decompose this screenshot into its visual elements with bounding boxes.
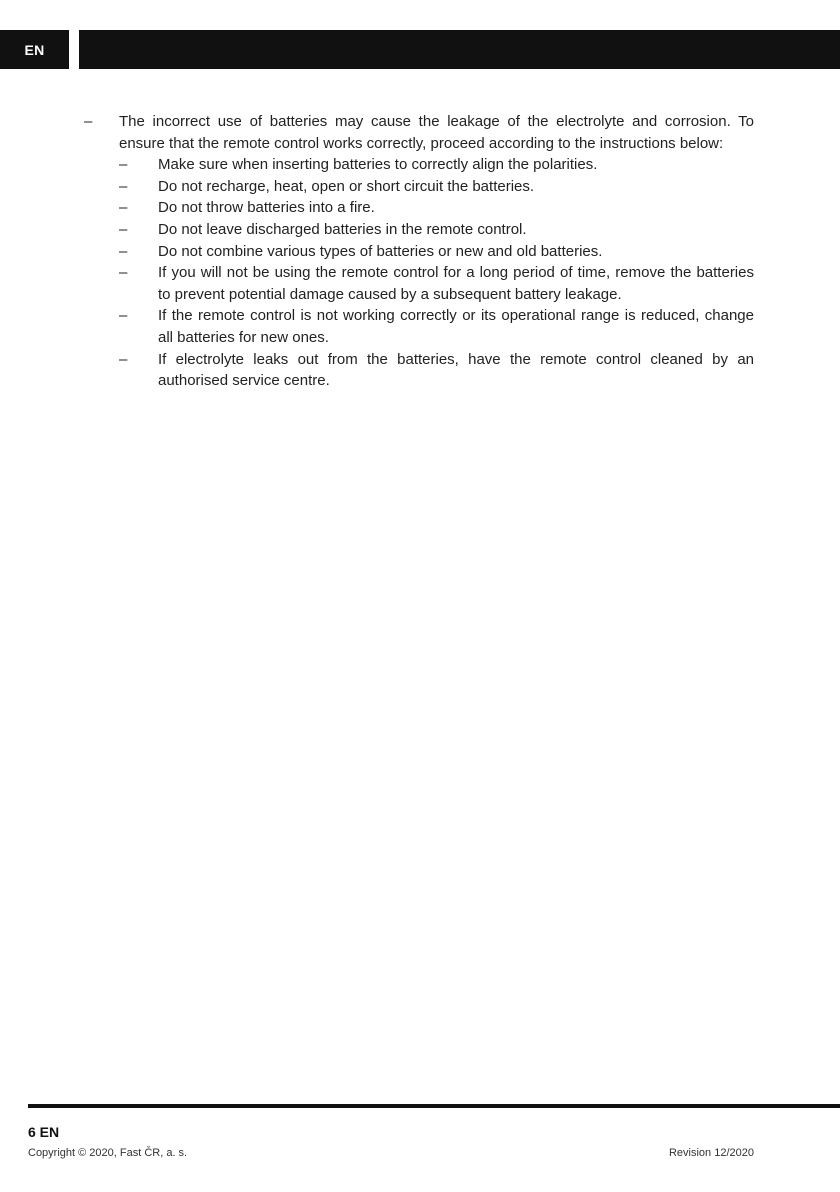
dash-marker: – (119, 242, 128, 260)
header-bar (79, 30, 840, 69)
list-item-text: If electrolyte leaks out from the batteries, have the remote control cleaned by an authorised service centre. (158, 350, 754, 390)
dash-marker: – (119, 220, 128, 238)
list-item-text: Do not throw batteries into a fire. (158, 199, 375, 217)
list-item (119, 305, 754, 348)
list-item (119, 176, 754, 198)
list-item (119, 197, 754, 219)
dash-marker: – (119, 156, 128, 174)
dash-marker: – (119, 199, 128, 217)
list-item-text: If you will not be using the remote control for a long period of time, remove the batteries to prevent potential damage caused by a subsequent battery leakage. (158, 264, 754, 303)
list-item (119, 219, 754, 241)
list-item (119, 349, 754, 392)
list-item-text: If the remote control is not working correctly or its operational range is reduced, change all batteries for new ones. (158, 307, 754, 346)
instruction-list (119, 154, 754, 392)
list-item (119, 262, 754, 305)
list-item-text: Do not combine various types of batteries or new and old batteries. (158, 242, 603, 260)
dash-marker: – (84, 113, 93, 130)
page-header (0, 30, 840, 69)
dash-marker: – (119, 177, 128, 195)
revision-label: Revision 12/2020 (668, 1147, 754, 1159)
dash-marker: – (119, 264, 128, 282)
language-tab (0, 30, 69, 69)
list-item-text: Do not leave discharged batteries in the remote control. (158, 220, 527, 238)
dash-marker: – (119, 350, 128, 368)
list-item (119, 154, 754, 176)
page-number: 6 EN (28, 1124, 60, 1140)
language-label: EN (24, 41, 45, 58)
list-item-text: Do not recharge, heat, open or short circuit the batteries. (158, 177, 535, 195)
list-item (119, 241, 754, 263)
battery-warnings (84, 111, 754, 392)
footer-divider (28, 1104, 840, 1108)
list-item-text: Make sure when inserting batteries to correctly align the polarities. (158, 156, 598, 174)
intro-item (84, 111, 754, 392)
dash-marker: – (119, 307, 128, 325)
copyright-notice: Copyright © 2020, Fast ČR, a. s. (28, 1147, 188, 1159)
intro-text: The incorrect use of batteries may cause the leakage of the electrolyte and corrosion. To ensure that the remote control works correctly, proceed according to the instructions below: (119, 113, 754, 152)
